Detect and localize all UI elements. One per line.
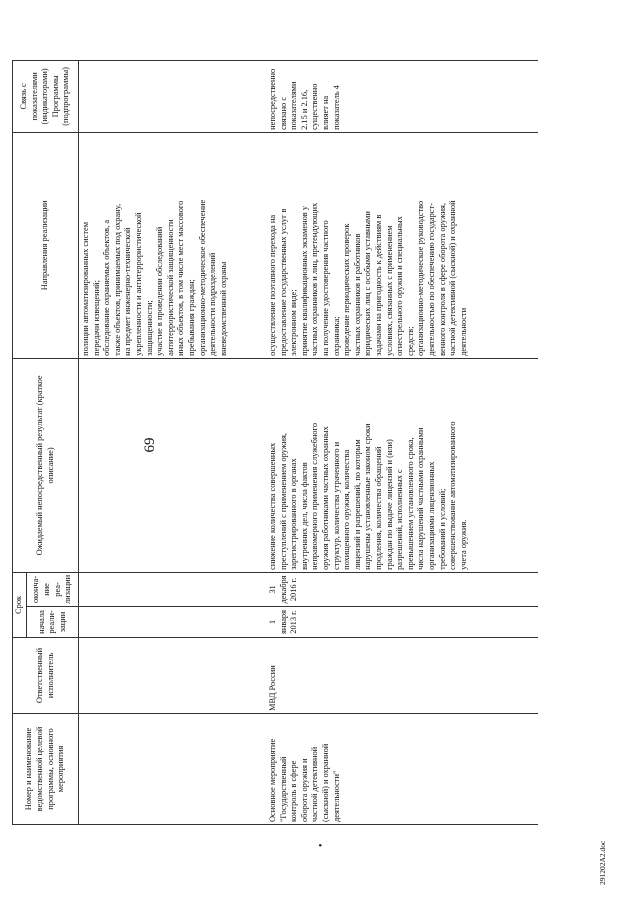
header-srok: Срок	[13, 572, 27, 637]
cell-end: 31 декабря 2016 г.	[266, 572, 538, 606]
program-table	[12, 60, 538, 825]
page-number: 69	[142, 437, 158, 453]
header-expected-result: Ожидаемый непосредственный результат (краткое описание)	[13, 358, 79, 572]
cell-expected-result: снижение количества совершенных преступлений с применением оружия, зарегистрированного в органах внутренних дел, числа фактов неправомерного применения служебного оружия работниками частных охранных структур, количества утраченного и похищенного оружия, количества лицензий и разрешений, по которым нарушены установленные законом сроки продления, количества обращений граждан по выдаче лицензий и (или) разрешений, исполненных с превышением установленного срока, числа нарушений частными охранными организациями лицензионных требований и условий; совершенствование автоматизированного учета оружия.	[266, 358, 538, 572]
header-program-name: Номер и наименование ведомственной целевой программы, основного мероприятия	[13, 714, 79, 825]
bullet-mark: •	[316, 843, 327, 847]
cell-indicators-link	[79, 60, 267, 132]
cell-executor: МВД России	[266, 638, 538, 714]
header-executor: Ответственный исполнитель	[13, 638, 79, 714]
cell-directions: полиции автоматизированных систем передачи извещений; обследование охраняемых объектов, а также объектов, принимаемых под охрану, на предмет инженерно-технической укрепленности и антитеррористической защищенности; участие в проведении обследований антитеррористической защищенности иных объектов, в том числе мест массового пребывания граждан; организационно-методическое обеспечение деятельности подразделений вневедомственной охраны	[79, 132, 267, 358]
cell-directions: осуществление поэтапного перехода на предоставление государственных услуг в электронном виде; принятие квалификационных экзаменов у частных охранников и лиц, претендующих на получение удостоверения частного охранника; проведение периодических проверок частных охранников и работников юридических лиц с особыми уставными задачами на пригодность к действиям в условиях, связанных с применением огнестрельного оружия и специальных средств; организационно-методическое руководство деятельностью по обеспечению государст- венного контроля в сфере оборота оружия, частной детективной (сыскной) и охранной деятельности	[266, 132, 538, 358]
cell-executor	[79, 638, 267, 714]
file-code: 291202A2.doc	[598, 840, 607, 885]
header-directions: Направления реализации	[13, 132, 79, 358]
header-indicators-link: Связь с показателями (индикаторами) Программы (подпрограммы)	[13, 60, 79, 132]
header-end: оконча-ние реа-лизации	[27, 572, 79, 606]
cell-program-name	[79, 714, 267, 825]
cell-end	[79, 572, 267, 606]
table-row	[266, 60, 538, 824]
cell-indicators-link: непосредственно связано с показателями 2.15 и 2.16, существенно влияет на показатель 4	[266, 60, 538, 132]
cell-program-name: Основное мероприятие "Государственный контроль в сфере оборота оружия и частной детективной (сыскной) и охранной деятельности"	[266, 714, 538, 825]
cell-expected-result	[79, 358, 267, 572]
cell-start: 1 января 2013 г.	[266, 607, 538, 638]
cell-start	[79, 607, 267, 638]
header-start: начала реали-зации	[27, 607, 79, 638]
table-row	[79, 60, 267, 824]
